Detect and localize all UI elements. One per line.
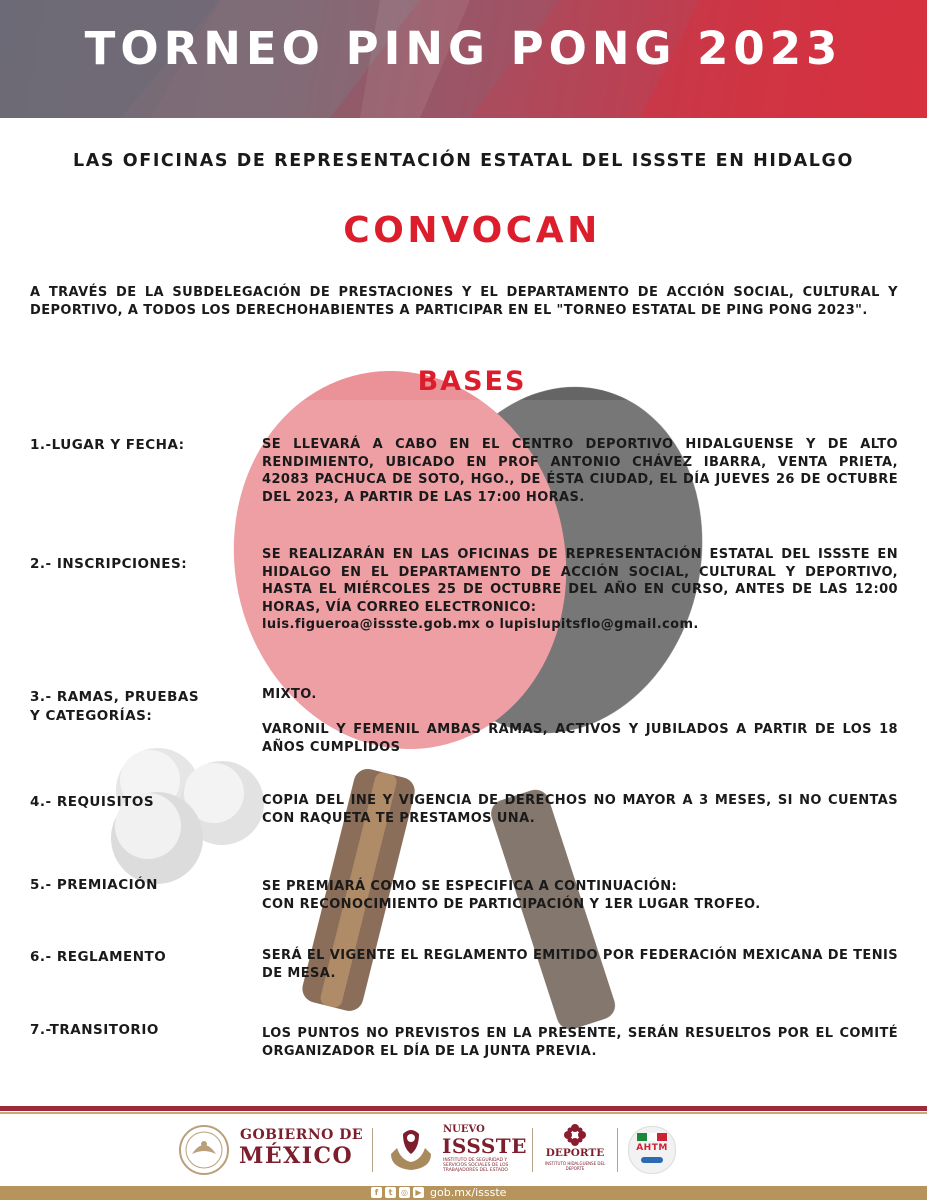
- base-text-lugar: SE LLEVARÁ A CABO EN EL CENTRO DEPORTIVO HIDALGUENSE Y DE ALTO RENDIMIENTO, UBICADO EN PROF ANTONIO CHÁVEZ IBARRA, VENTA PRIETA, 42083 PACHUCA DE SOTO, HGO., DE ÉSTA CIUDAD, EL DÍA JUEVES 26 DE OCTUBRE DEL 2023, A PARTIR DE LAS 17:00 HORAS.: [262, 437, 898, 505]
- base-text-ramas: MIXTO. VARONIL Y FEMENIL AMBAS RAMAS, ACTIVOS Y JUBILADOS A PARTIR DE LOS 18 AÑOS CUMPLIDOS: [262, 687, 898, 755]
- convocan-heading: CONVOCAN: [343, 210, 601, 251]
- deporte-caption: INSTITUTO HIDALGUENSE DEL DEPORTE: [544, 1161, 606, 1171]
- issste-caption: INSTITUTO DE SEGURIDAD Y SERVICIOS SOCIALES DE LOS TRABAJADORES DEL ESTADO: [443, 1158, 509, 1173]
- footer-separator: [372, 1128, 373, 1172]
- website-link[interactable]: gob.mx/issste: [430, 1186, 507, 1199]
- intro-paragraph: A TRAVÉS DE LA SUBDELEGACIÓN DE PRESTACIONES Y EL DEPARTAMENTO DE ACCIÓN SOCIAL, CULTURAL Y DEPORTIVO, A TODOS LOS DERECHOHABIENTES A PARTICIPAR EN EL "TORNEO ESTATAL DE PING PONG 2023".: [30, 285, 898, 318]
- mexico-label: MÉXICO: [239, 1143, 354, 1169]
- twitter-icon[interactable]: t: [385, 1187, 396, 1198]
- base-label-lugar: 1.-LUGAR Y FECHA:: [30, 437, 185, 453]
- subtitle: LAS OFICINAS DE REPRESENTACIÓN ESTATAL DEL ISSSTE EN HIDALGO: [73, 151, 854, 171]
- social-icons: [371, 1187, 424, 1198]
- issste-nuevo-label: NUEVO: [443, 1124, 485, 1135]
- ahtm-paddle-icon: [641, 1157, 663, 1163]
- base-label-requisitos: 4.- REQUISITOS: [30, 794, 155, 810]
- facebook-icon[interactable]: f: [371, 1187, 382, 1198]
- footer-separator-2: [532, 1128, 533, 1172]
- deporte-label: DEPORTE: [545, 1147, 605, 1159]
- footer-divider-gold: [0, 1112, 927, 1114]
- mexico-eagle-seal-icon: [176, 1124, 232, 1176]
- page-title: TORNEO PING PONG 2023: [84, 22, 843, 75]
- base-label-ramas: 3.- RAMAS, PRUEBAS Y CATEGORÍAS:: [30, 689, 200, 724]
- youtube-icon[interactable]: ▶: [413, 1187, 424, 1198]
- issste-hands-logo-icon: [385, 1124, 437, 1174]
- ahtm-logo: [628, 1126, 676, 1174]
- deporte-flower-logo-icon: [560, 1122, 590, 1148]
- ahtm-label: AHTM: [636, 1143, 668, 1153]
- footer-separator-3: [617, 1128, 618, 1172]
- base-label-premiacion: 5.- PREMIACIÓN: [30, 877, 158, 893]
- gobierno-de-label: GOBIERNO DE: [240, 1127, 364, 1143]
- instagram-icon[interactable]: ◎: [399, 1187, 410, 1198]
- bases-heading: BASES: [417, 366, 527, 397]
- base-text-requisitos: COPIA DEL INE Y VIGENCIA DE DERECHOS NO MAYOR A 3 MESES, SI NO CUENTAS CON RAQUETA TE PRESTAMOS UNA.: [262, 793, 898, 826]
- base-text-inscripciones: SE REALIZARÁN EN LAS OFICINAS DE REPRESENTACIÓN ESTATAL DEL ISSSTE EN HIDALGO EN EL DEPARTAMENTO DE ACCIÓN SOCIAL, CULTURAL Y DEPORTIVO, HASTA EL MIÉRCOLES 25 DE OCTUBRE DEL AÑO EN CURSO, ANTES DE LAS 12:00 HORAS, VÍA CORREO ELECTRONICO: luis.figueroa@issste.gob.mx o lupislupitsflo@gmail.com.: [262, 547, 898, 633]
- base-text-premiacion: SE PREMIARÁ COMO SE ESPECIFICA A CONTINUACIÓN: CON RECONOCIMIENTO DE PARTICIPACIÓN Y 1ER LUGAR TROFEO.: [262, 879, 761, 912]
- social-footer-bar: [0, 1186, 927, 1200]
- base-label-inscripciones: 2.- INSCRIPCIONES:: [30, 556, 188, 572]
- base-label-reglamento: 6.- REGLAMENTO: [30, 949, 167, 965]
- base-label-transitorio: 7.-TRANSITORIO: [30, 1022, 159, 1038]
- issste-label: ISSSTE: [442, 1134, 527, 1158]
- footer-divider: [0, 1106, 927, 1111]
- base-text-transitorio: LOS PUNTOS NO PREVISTOS EN LA PRESENTE, SERÁN RESUELTOS POR EL COMITÉ ORGANIZADOR EL DÍA DE LA JUNTA PREVIA.: [262, 1026, 898, 1059]
- ahtm-flag-icon: [637, 1133, 667, 1141]
- base-text-reglamento: SERÁ EL VIGENTE EL REGLAMENTO EMITIDO POR FEDERACIÓN MEXICANA DE TENIS DE MESA.: [262, 948, 898, 981]
